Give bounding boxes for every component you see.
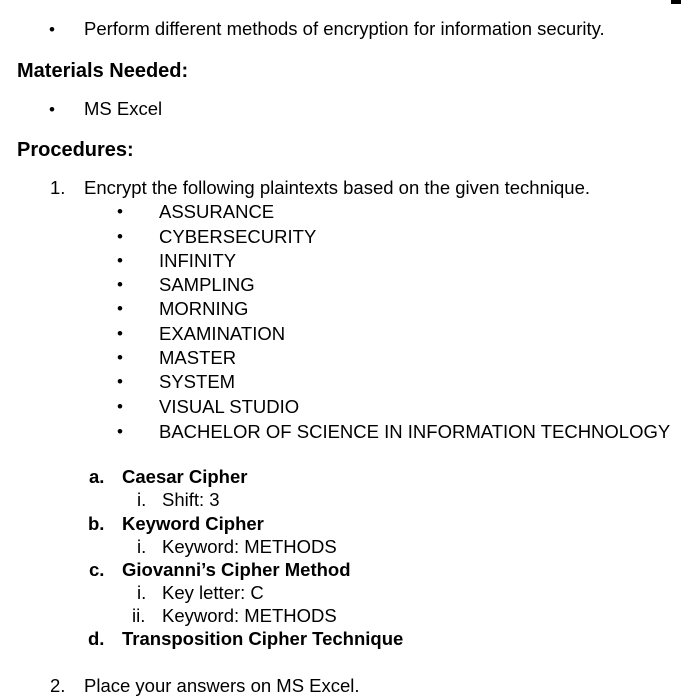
plaintext-bullet: • xyxy=(117,372,123,391)
plaintext-item: SYSTEM xyxy=(159,371,236,392)
plaintext-item: SAMPLING xyxy=(159,274,255,295)
procedures-heading: Procedures: xyxy=(17,139,134,161)
plaintext-bullet: • xyxy=(117,251,123,270)
plaintext-item: BACHELOR OF SCIENCE IN INFORMATION TECHNOLOGY xyxy=(159,421,671,442)
technique-detail-num: i. xyxy=(137,582,147,603)
plaintext-bullet: • xyxy=(117,397,123,416)
objective-bullet: • xyxy=(49,20,55,39)
plaintext-bullet: • xyxy=(117,202,123,221)
technique-detail-text: Shift: 3 xyxy=(162,489,220,510)
technique-detail-text: Key letter: C xyxy=(162,582,264,603)
plaintext-item: EXAMINATION xyxy=(159,323,286,344)
technique-letter: d. xyxy=(88,628,105,649)
technique-letter: b. xyxy=(88,513,105,534)
technique-name: Transposition Cipher Technique xyxy=(122,628,404,649)
page-corner-mark xyxy=(671,0,681,4)
plaintext-bullet: • xyxy=(117,348,123,367)
technique-detail-text: Keyword: METHODS xyxy=(162,605,337,626)
plaintext-bullet: • xyxy=(117,422,123,441)
technique-letter: c. xyxy=(89,559,105,580)
plaintext-bullet: • xyxy=(117,227,123,246)
plaintext-bullet: • xyxy=(117,299,123,318)
plaintext-bullet: • xyxy=(117,324,123,343)
step2-text: Place your answers on MS Excel. xyxy=(84,675,360,696)
technique-name: Caesar Cipher xyxy=(122,466,248,487)
plaintext-item: VISUAL STUDIO xyxy=(159,396,300,417)
plaintext-item: MASTER xyxy=(159,347,237,368)
materials-heading: Materials Needed: xyxy=(17,60,189,82)
plaintext-item: CYBERSECURITY xyxy=(159,226,317,247)
technique-name: Giovanni’s Cipher Method xyxy=(122,559,351,580)
plaintext-bullet: • xyxy=(117,275,123,294)
step1-number: 1. xyxy=(50,177,66,198)
step1-text: Encrypt the following plaintexts based on the given technique. xyxy=(84,177,590,198)
technique-detail-num: ii. xyxy=(132,605,146,626)
technique-letter: a. xyxy=(89,466,105,487)
objective-text: Perform different methods of encryption for information security. xyxy=(84,18,605,39)
plaintext-item: INFINITY xyxy=(159,250,237,271)
step2-number: 2. xyxy=(50,675,66,696)
technique-name: Keyword Cipher xyxy=(122,513,264,534)
materials-bullet: • xyxy=(49,100,55,119)
plaintext-item: MORNING xyxy=(159,298,249,319)
materials-item: MS Excel xyxy=(84,98,163,119)
technique-detail-text: Keyword: METHODS xyxy=(162,536,337,557)
plaintext-item: ASSURANCE xyxy=(159,201,275,222)
technique-detail-num: i. xyxy=(137,489,147,510)
technique-detail-num: i. xyxy=(137,536,147,557)
